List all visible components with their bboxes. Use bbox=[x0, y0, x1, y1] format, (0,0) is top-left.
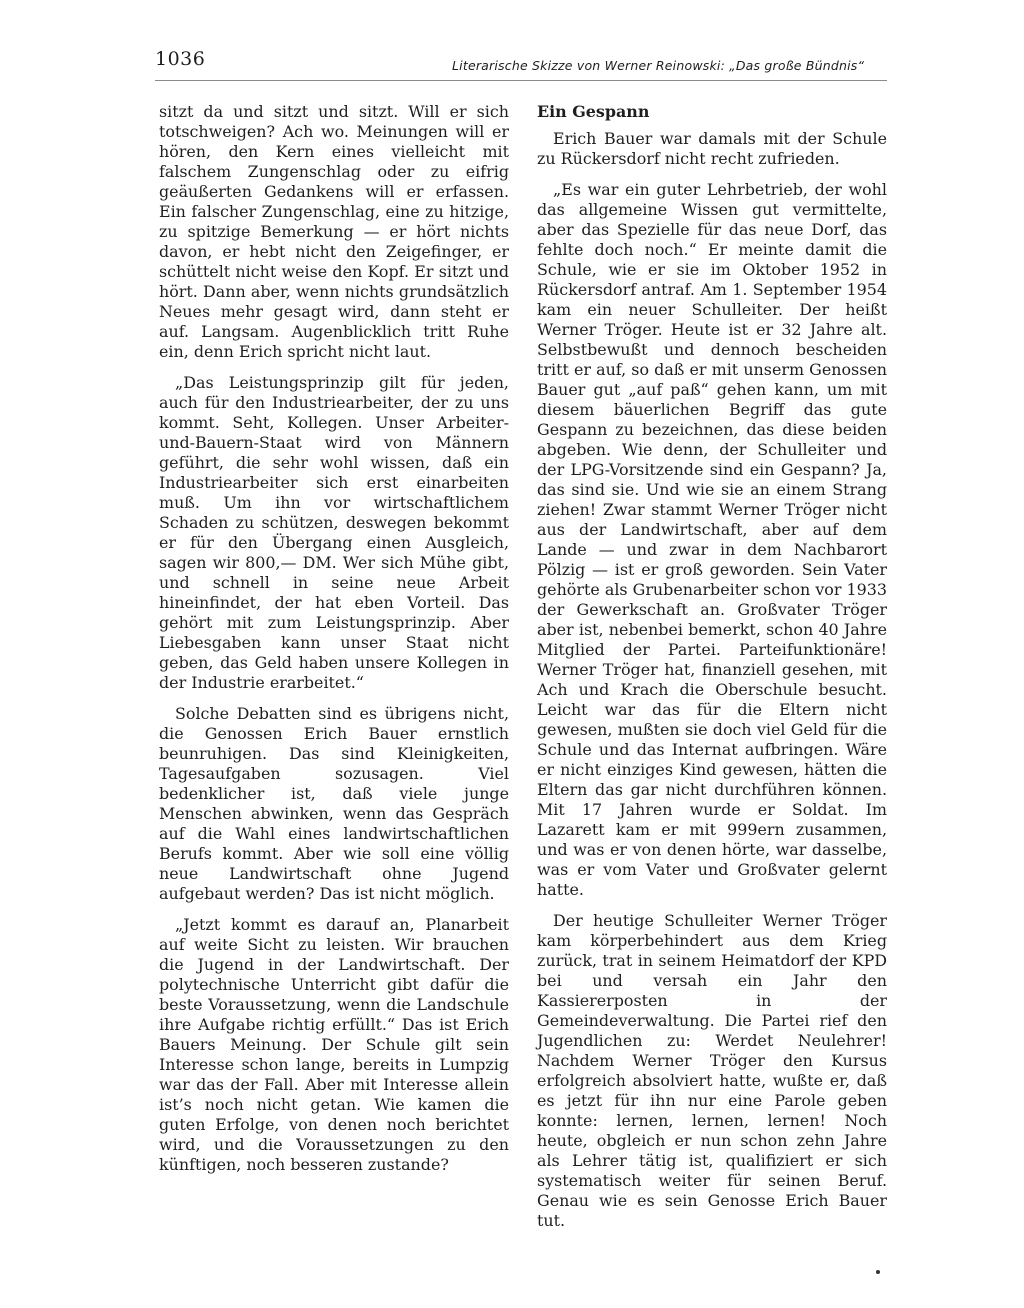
right-column bbox=[537, 102, 887, 1231]
running-title: Literarische Skizze von Werner Reinowski: „Das große Bündnis“ bbox=[452, 58, 865, 73]
paragraph: Erich Bauer war damals mit der Schule zu Rückersdorf nicht recht zufrieden. bbox=[537, 129, 887, 168]
header-rule bbox=[155, 80, 887, 81]
paragraph: Solche Debatten sind es übrigens nicht, die Genossen Erich Bauer ernstlich beunruhigen. Das sind Kleinigkeiten, Tagesaufgaben sozusagen. Viel bedenklicher ist, daß viele junge Menschen abwinken, wenn das Gespräch auf die Wahl eines landwirtschaftlichen Berufs kommt. Aber wie soll eine völlig neue Landwirtschaft ohne Jugend aufgebaut werden? Das ist nicht möglich. bbox=[159, 704, 509, 903]
left-column bbox=[159, 102, 509, 1175]
section-title: Ein Gespann bbox=[537, 102, 650, 121]
paragraph: „Jetzt kommt es darauf an, Planarbeit auf weite Sicht zu leisten. Wir brauchen die Jugend in der Landwirtschaft. Der polytechnische Unterricht gibt dafür die beste Voraussetzung, wenn die Landschule ihre Aufgabe richtig erfüllt.“ Das ist Erich Bauers Meinung. Der Schule gilt sein Interesse schon lange, bereits in Lumpzig war das der Fall. Aber mit Interesse allein ist’s noch nicht getan. Wie kamen die guten Erfolge, von denen noch berichtet wird, und die Voraussetzungen zu den künftigen, noch besseren zustande? bbox=[159, 915, 509, 1174]
paragraph: Der heutige Schulleiter Werner Tröger kam körperbehindert aus dem Krieg zurück, trat in seinem Heimatdorf der KPD bei und versah ein Jahr den Kassiererposten in der Gemeindeverwaltung. Die Partei rief den Jugendlichen zu: Werdet Neulehrer! Nachdem Werner Tröger den Kursus erfolgreich absolviert hatte, wußte er, daß es jetzt für ihn nur eine Parole geben konnte: lernen, lernen, lernen! Noch heute, obgleich er nun schon zehn Jahre als Lehrer tätig ist, qualifiziert er sich systematisch weiter für seinen Beruf. Genau wie es sein Genosse Erich Bauer tut. bbox=[537, 911, 887, 1230]
print-speck bbox=[876, 1270, 880, 1274]
paragraph: „Es war ein guter Lehrbetrieb, der wohl das allgemeine Wissen gut vermittelte, aber das Spezielle für das neue Dorf, das fehlte doch noch.“ Er meinte damit die Schule, wie er sie im Oktober 1952 in Rückersdorf antraf. Am 1. September 1954 kam ein neuer Schulleiter. Der heißt Werner Tröger. Heute ist er 32 Jahre alt. Selbstbewußt und dennoch bescheiden tritt er auf, so daß er mit unserm Genossen Bauer gut „auf paß“ gehen kann, um mit diesem bäuerlichen Begriff das gute Gespann zu bezeichnen, das diese beiden abgeben. Wie denn, der Schulleiter und der LPG-Vorsitzende sind ein Gespann? Ja, das sind sie. Und wie sie an einem Strang ziehen! Zwar stammt Werner Tröger nicht aus der Landwirtschaft, aber auf dem Lande — und zwar in dem Nachbarort Pölzig — ist er groß geworden. Sein Vater gehörte als Grubenarbeiter schon vor 1933 der Gewerkschaft an. Großvater Tröger aber ist, nebenbei bemerkt, schon 40 Jahre Mitglied der Partei. Parteifunktionäre! Werner Tröger hat, finanziell gesehen, mit Ach und Krach die Oberschule besucht. Leicht war das für die Eltern nicht gewesen, mußten sie doch viel Geld für die Schule und das Internat aufbringen. Wäre er nicht einziges Kind gewesen, hätten die Eltern das gar nicht durchführen können. Mit 17 Jahren wurde er Soldat. Im Lazarett kam er mit 999ern zusammen, und was er von denen hörte, war dasselbe, was er vom Vater und Großvater gelernt hatte. bbox=[537, 180, 887, 899]
page-number: 1036 bbox=[155, 48, 206, 70]
paragraph: sitzt da und sitzt und sitzt. Will er sich totschweigen? Ach wo. Meinungen will er hören, den Kern eines vielleicht mit falschem Zungenschlag oder zu eifrig geäußerten Gedankens will er erfassen. Ein falscher Zungenschlag, eine zu hitzige, zu spitzige Bemerkung — er hört nichts davon, er hebt nicht den Zeigefinger, er schüttelt nicht weise den Kopf. Er sitzt und hört. Dann aber, wenn nichts grundsätzlich Neues mehr gesagt wird, dann steht er auf. Langsam. Augenblicklich tritt Ruhe ein, denn Erich spricht nicht laut. bbox=[159, 102, 509, 361]
paragraph: „Das Leistungsprinzip gilt für jeden, auch für den Industriearbeiter, der zu uns kommt. Seht, Kollegen. Unser Arbeiter-und-Bauern-Staat wird von Männern geführt, die sehr wohl wissen, daß ein Industriearbeiter sich erst einarbeiten muß. Um ihn vor wirtschaftlichem Schaden zu schützen, deswegen bekommt er für den Übergang einen Ausgleich, sagen wir 800,— DM. Wer sich Mühe gibt, und schnell in seine neue Arbeit hineinfindet, der hat eben Vorteil. Das gehört mit zum Leistungsprinzip. Aber Liebesgaben kann unser Staat nicht geben, das Geld haben unsere Kollegen in der Industrie erarbeitet.“ bbox=[159, 373, 509, 692]
